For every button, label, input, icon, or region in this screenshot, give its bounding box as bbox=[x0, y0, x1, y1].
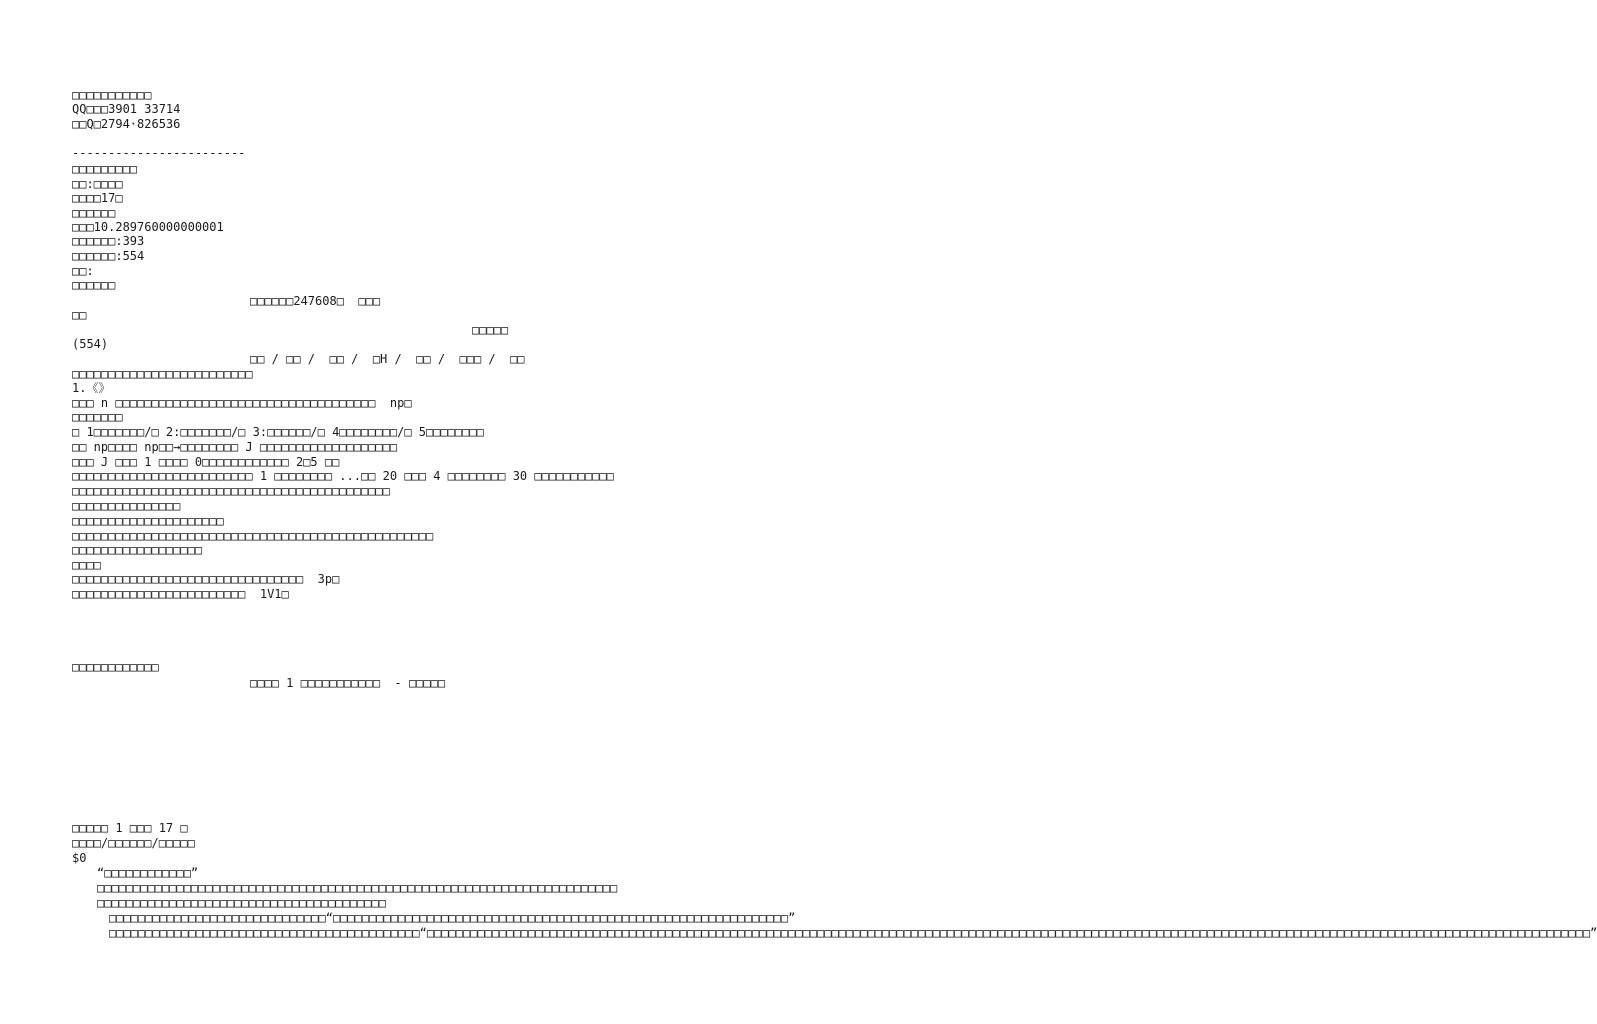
info-line: □□□□□□□□□ bbox=[72, 162, 138, 176]
quote-heading: “□□□□□□□□□□□□” bbox=[97, 866, 199, 880]
body-line: □□ np□□□□ np□□→□□□□□□□□ J □□□□□□□□□□□□□□□□□□□ bbox=[72, 440, 398, 454]
body-line: □□□□□□□□□□□□□□□□□□□□□□□□□ bbox=[72, 367, 253, 381]
info-line: □□□□17□ bbox=[72, 191, 123, 205]
footer-line: □□□□□□□□□□□□□□□□□□□□□□□□□□□□□□□□□□□□□□□□□□□□□□□□□□□□□□□□□□□□□□□□□□□□□□□□ bbox=[97, 881, 618, 895]
count-label: (554) bbox=[72, 337, 109, 351]
footer-line: □□□□□ 1 □□□ 17 □ bbox=[72, 821, 188, 835]
info-line: □□□10.289760000000001 bbox=[72, 220, 224, 234]
body-line: □□□□□□□□□□□□□□□□□□□□□□□□□□□□□□□□□□□□□□□□□□□□ bbox=[72, 484, 390, 498]
body-line: □□□□□□□□□□□□□□□ bbox=[72, 499, 181, 513]
body-line: □□□□□□□ bbox=[72, 410, 123, 424]
body-line: □□□□□□□□□□□□□□□□□□□□□□□□□ 1 □□□□□□□□ ...□□ 20 □□□ 4 □□□□□□□□ 30 □□□□□□□□□□□ bbox=[72, 469, 614, 483]
info-line: □□□□□□:554 bbox=[72, 249, 145, 263]
body-line: □□□□ bbox=[72, 558, 101, 572]
section-heading: 1.《》 bbox=[72, 381, 111, 395]
price-value: $0 bbox=[72, 851, 87, 865]
body-line: □ 1□□□□□□□/□ 2:□□□□□□□/□ 3:□□□□□□/□ 4□□□□□□□□/□ 5□□□□□□□□ bbox=[72, 425, 484, 439]
info-line: □□: bbox=[72, 264, 94, 278]
divider: ------------------------ bbox=[72, 146, 246, 160]
footer-line: □□□□□□□□□□□□□□□□□□□□□□□□□□□□□□□□□□□□□□□□ bbox=[97, 896, 386, 910]
info-line: □□:□□□□ bbox=[72, 177, 123, 191]
body-line: □□□□□□□□□□□□□□□□□□ bbox=[72, 543, 203, 557]
header-center-line: □□□□□□247608□ □□□ bbox=[250, 294, 381, 308]
footer-line: □□□□□□□□□□□□□□□□□□□□□□□□□□□□□□“□□□□□□□□□□□□□□□□□□□□□□□□□□□□□□□□□□□□□□□□□□□□□□□□□□□□□□□□□□□□□□□” bbox=[109, 911, 796, 925]
contact-title: □□□□□□□□□□□ bbox=[72, 88, 152, 102]
body-line: □□□ J □□□ 1 □□□□ 0□□□□□□□□□□□□ 2□5 □□ bbox=[72, 455, 340, 469]
nav-links[interactable]: □□ / □□ / □□ / □H / □□ / □□□ / □□ bbox=[250, 352, 525, 366]
contact-number: □□Q□2794·826536 bbox=[72, 117, 181, 131]
footer-line: □□□□□□□□□□□□□□□□□□□□□□□□□□□□□□□□□□□□□□□□□□□“□□□□□□□□□□□□□□□□□□□□□□□□□□□□□□□□□□□□□□□□□□□□□□□□□□□□□□□□□□□□□□□□□□□□□□□□□□□□□□□□□□□□□□□□□□□□□□□□□□□□□□□□□□□□□□□□□□□□□□□□□□□□□□□□□□□□□□□□□□□□□□□□□□□□□□□□□□□□□□□□□” bbox=[109, 926, 1597, 940]
header-right-label: □□□□□ bbox=[472, 323, 509, 337]
footer-line: □□□□/□□□□□□/□□□□□ bbox=[72, 836, 195, 850]
body-line: □□□□□□□□□□□□□□□□□□□□□□□□□□□□□□□□□□□□□□□□□□□□□□□□□□ bbox=[72, 529, 434, 543]
qq-number: QQ□□□3901 33714 bbox=[72, 102, 181, 116]
info-line: □□□□□□ bbox=[72, 206, 116, 220]
info-line: □□□□□□ bbox=[72, 278, 116, 292]
body-line: □□□□□□□□□□□□□□□□□□□□□ bbox=[72, 514, 224, 528]
footer-title: □□□□□□□□□□□□ bbox=[72, 660, 159, 674]
info-line: □□□□□□:393 bbox=[72, 234, 145, 248]
body-line: □□□□□□□□□□□□□□□□□□□□□□□□□□□□□□□□ 3p□ bbox=[72, 572, 340, 586]
header-left-label: □□ bbox=[72, 308, 87, 322]
body-line: □□□□□□□□□□□□□□□□□□□□□□□□ 1V1□ bbox=[72, 587, 289, 601]
footer-center-line: □□□□ 1 □□□□□□□□□□□ - □□□□□ bbox=[250, 676, 446, 690]
body-line: □□□ n □□□□□□□□□□□□□□□□□□□□□□□□□□□□□□□□□□□□ np□ bbox=[72, 396, 412, 410]
